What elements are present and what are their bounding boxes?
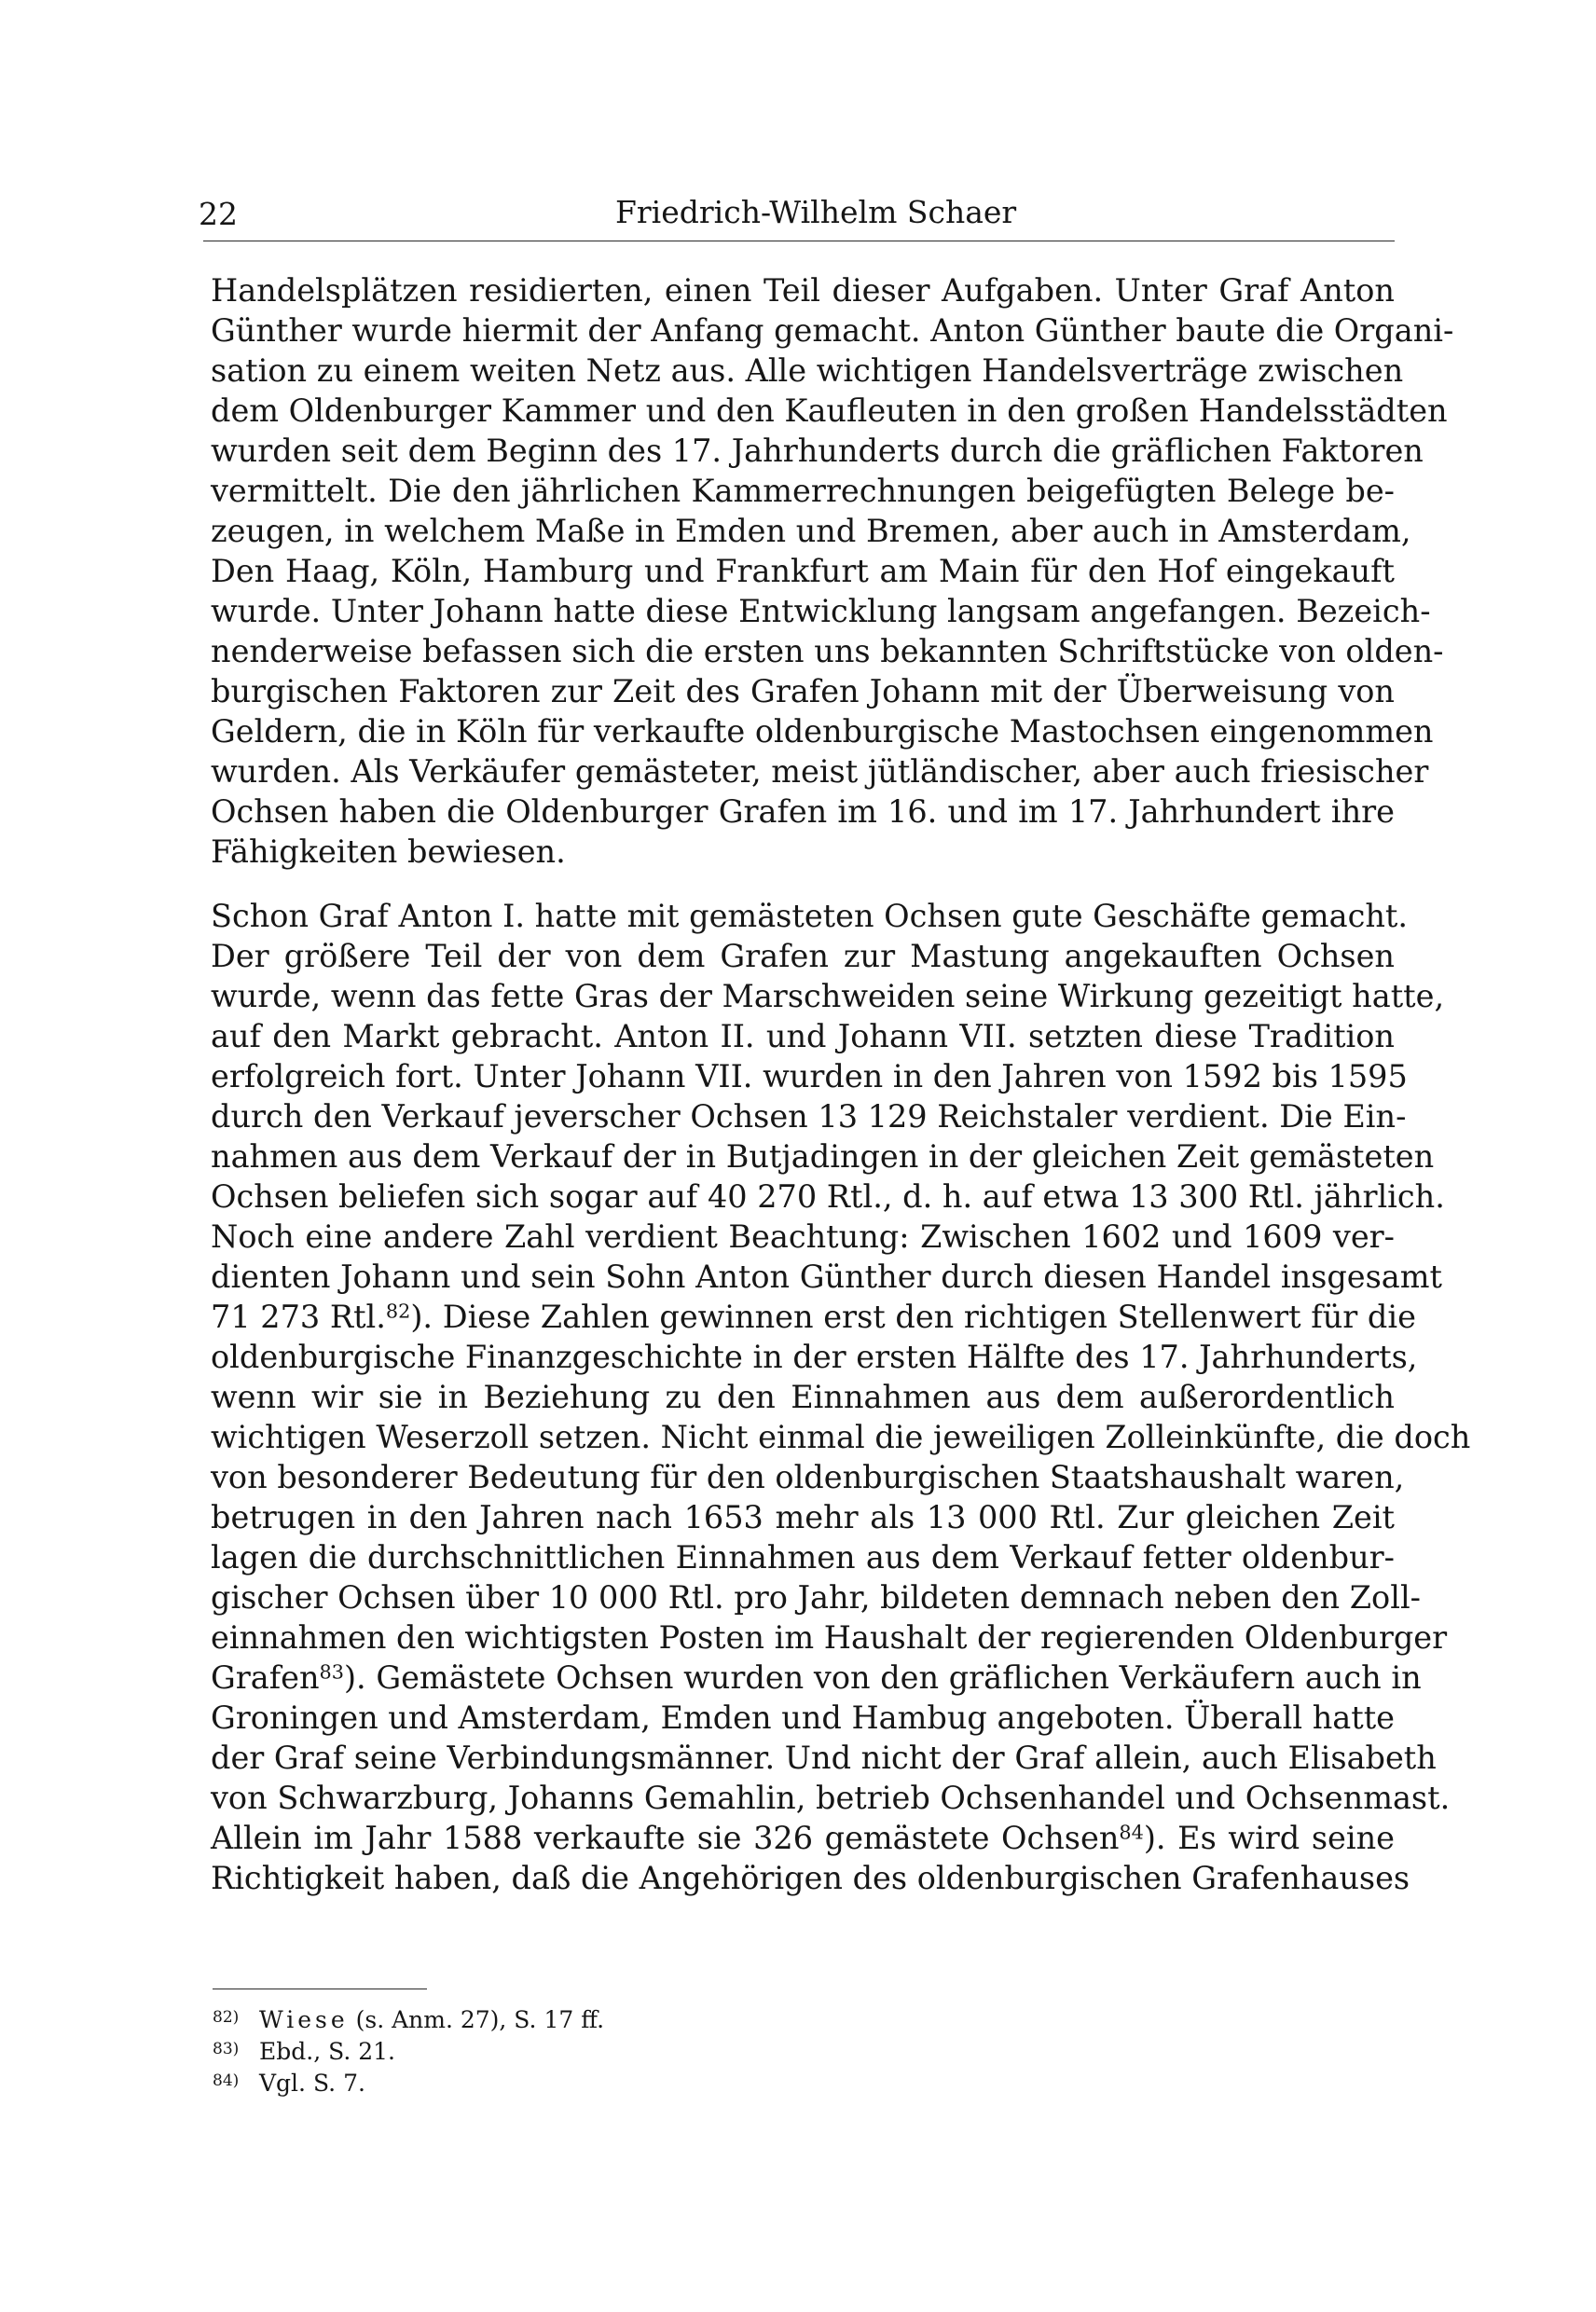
footnote-content: (s. Anm. 27), S. 17 ff. (348, 2006, 605, 2033)
text-line: nenderweise befassen sich die ersten uns bekannten Schriftstücke von olden- (211, 633, 1444, 669)
text-line: Handelsplätzen residierten, einen Teil dieser Aufgaben. Unter Graf Anton (211, 272, 1395, 309)
footnotes (213, 2004, 604, 2099)
text-line: zeugen, in welchem Maße in Emden und Bremen, aber auch in Amsterdam, (211, 513, 1411, 549)
text-line: lagen die durchschnittlichen Einnahmen aus dem Verkauf fetter oldenbur- (211, 1539, 1395, 1576)
text-line: wurden seit dem Beginn des 17. Jahrhunderts durch die gräflichen Faktoren (211, 433, 1424, 469)
paragraph-gap (211, 872, 1395, 896)
footnote-number: 84) (213, 2071, 240, 2090)
text-line: gischer Ochsen über 10 000 Rtl. pro Jahr, bildeten demnach neben den Zoll- (211, 1579, 1421, 1616)
footnote (213, 2036, 604, 2068)
text-line: betrugen in den Jahren nach 1653 mehr als 13 000 Rtl. Zur gleichen Zeit (211, 1499, 1395, 1535)
footnote-text (259, 2036, 395, 2068)
page-number: 22 (199, 196, 238, 232)
paragraph (211, 896, 1471, 1898)
text-line: Schon Graf Anton I. hatte mit gemästeten Ochsen gute Geschäfte gemacht. (211, 898, 1409, 934)
text-line: burgischen Faktoren zur Zeit des Grafen Johann mit der Überweisung von (211, 673, 1395, 709)
text-line: Günther wurde hiermit der Anfang gemacht. Anton Günther baute die Organi- (211, 312, 1454, 349)
footnote-ref: 82 (385, 1300, 411, 1323)
text-line: dem Oldenburger Kammer und den Kaufleuten in den großen Handelsstädten (211, 392, 1448, 429)
text-line: wichtigen Weserzoll setzen. Nicht einmal die jeweiligen Zolleinkünfte, die doch (211, 1419, 1471, 1455)
footnote-text (259, 2004, 604, 2036)
text-line: Ochsen haben die Oldenburger Grafen im 16. und im 17. Jahrhundert ihre (211, 793, 1395, 830)
text-line: Richtigkeit haben, daß die Angehörigen des oldenburgischen Grafenhauses (211, 1860, 1410, 1896)
text-line: oldenburgische Finanzgeschichte in der ersten Hälfte des 17. Jahrhunderts, (211, 1339, 1418, 1375)
text-line: nahmen aus dem Verkauf der in Butjadingen in der gleichen Zeit gemästeten (211, 1138, 1435, 1175)
footnote-author: Wiese (259, 2006, 349, 2033)
text-line: Fähigkeiten bewiesen. (211, 833, 566, 870)
footnote-ref: 84 (1119, 1821, 1144, 1844)
footnote (213, 2068, 604, 2099)
footnote-number: 83) (213, 2040, 240, 2058)
text-line: Groningen und Amsterdam, Emden und Hambug angeboten. Überall hatte (211, 1700, 1395, 1736)
text-line: sation zu einem weiten Netz aus. Alle wichtigen Handelsverträge zwischen (211, 352, 1404, 389)
footnote-number: 82) (213, 2008, 240, 2027)
footnote-content: Ebd., S. 21. (259, 2038, 395, 2065)
text-line: Ochsen beliefen sich sogar auf 40 270 Rtl., d. h. auf etwa 13 300 Rtl. jährlich. (211, 1178, 1445, 1215)
paragraph (211, 270, 1454, 872)
footnote-text (259, 2068, 365, 2099)
text-line: Geldern, die in Köln für verkaufte oldenburgische Mastochsen eingenommen (211, 713, 1434, 750)
running-head: Friedrich-Wilhelm Schaer (615, 194, 1017, 230)
body-text (211, 270, 1471, 1898)
text-line: wenn wir sie in Beziehung zu den Einnahmen aus dem außerordentlich (211, 1379, 1395, 1415)
text-line: von besonderer Bedeutung für den oldenburgischen Staatshaushalt waren, (211, 1459, 1405, 1495)
text-line: vermittelt. Die den jährlichen Kammerrechnungen beigefügten Belege be- (211, 473, 1395, 509)
text-line: dienten Johann und sein Sohn Anton Günther durch diesen Handel insgesamt (211, 1259, 1442, 1295)
text-line: einnahmen den wichtigsten Posten im Haushalt der regierenden Oldenburger (211, 1619, 1448, 1656)
text-line: 71 273 Rtl.$^{82}$). Diese Zahlen gewinnen erst den richtigen Stellenwert für die (211, 1299, 1416, 1335)
text-line: wurde. Unter Johann hatte diese Entwicklung langsam angefangen. Bezeich- (211, 593, 1431, 629)
text-line: wurden. Als Verkäufer gemästeter, meist jütländischer, aber auch friesischer (211, 753, 1429, 790)
text-line: wurde, wenn das fette Gras der Marschweiden seine Wirkung gezeitigt hatte, (211, 978, 1445, 1014)
text-line: Der größere Teil der von dem Grafen zur Mastung angekauften Ochsen (211, 938, 1395, 974)
text-line: durch den Verkauf jeverscher Ochsen 13 129 Reichstaler verdient. Die Ein- (211, 1098, 1407, 1135)
footnote-content: Vgl. S. 7. (259, 2070, 365, 2097)
footnote-ref: 83 (319, 1660, 344, 1684)
footnote (213, 2004, 604, 2036)
text-line: auf den Markt gebracht. Anton II. und Johann VII. setzten diese Tradition (211, 1018, 1395, 1054)
text-line: Noch eine andere Zahl verdient Beachtung: Zwischen 1602 und 1609 ver- (211, 1218, 1395, 1255)
text-line: Grafen$^{83}$). Gemästete Ochsen wurden von den gräflichen Verkäufern auch in (211, 1659, 1422, 1696)
text-line: von Schwarzburg, Johanns Gemahlin, betrieb Ochsenhandel und Ochsenmast. (211, 1780, 1451, 1816)
text-line: Allein im Jahr 1588 verkaufte sie 326 gemästete Ochsen$^{84}$). Es wird seine (211, 1820, 1395, 1856)
text-line: erfolgreich fort. Unter Johann VII. wurden in den Jahren von 1592 bis 1595 (211, 1058, 1408, 1094)
text-line: der Graf seine Verbindungsmänner. Und nicht der Graf allein, auch Elisabeth (211, 1740, 1437, 1776)
text-line: Den Haag, Köln, Hamburg und Frankfurt am Main für den Hof eingekauft (211, 553, 1395, 589)
